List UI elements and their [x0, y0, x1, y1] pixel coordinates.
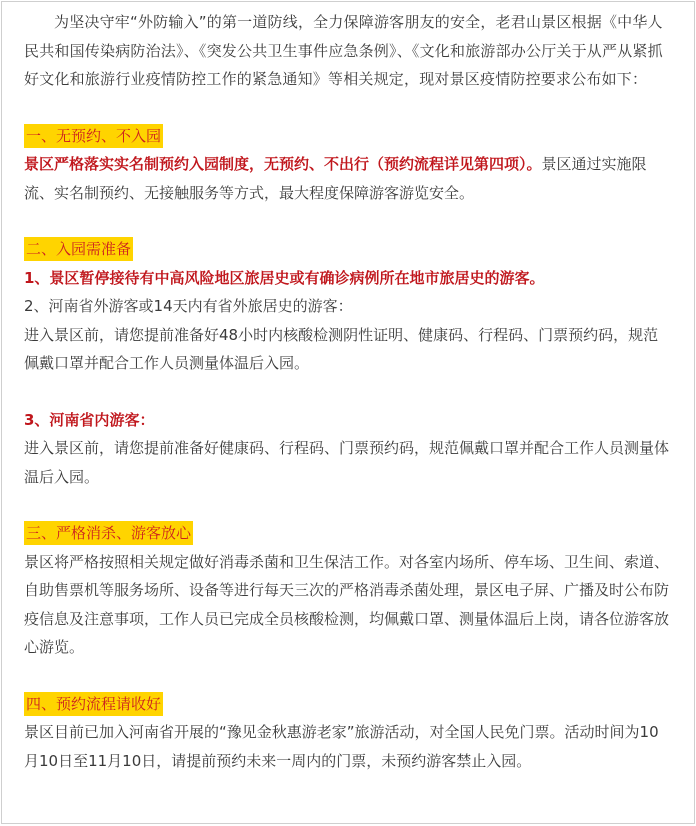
section1-bold-text: 景区严格落实实名制预约入园制度，无预约、不出行（预约流程详见第四项）。 [24, 155, 542, 173]
intro-paragraph: 为坚决守牢“外防输入”的第一道防线，全力保障游客朋友的安全，老君山景区根据《中华人民共和国传染病防治法》、《突发公共卫生事件应急条例》、《文化和旅游部办公厅关于从严从紧抓好文化和旅游行业疫情防控工作的紧急通知》等相关规定，现对景区疫情防控要求公布如下： [24, 13, 663, 88]
section4-text: 景区目前已加入河南省开展的“豫见金秋惠游老家”旅游活动，对全国人民免门票。活动时间为10月10日至11月10日，请提前预约未来一周内的门票，未预约游客禁止入园。 [24, 723, 659, 770]
section1-heading: 一、无预约、不入园 [24, 124, 163, 148]
section2-item2-title: 2、河南省外游客或14天内有省外旅居史的游客： [24, 297, 353, 315]
section2-heading: 二、入园需准备 [24, 237, 133, 261]
section1-paragraph [24, 150, 672, 207]
section4-heading: 四、预约流程请收好 [24, 692, 163, 716]
section1-text: 景区通过实施限流、实名制预约、无接触服务等方式，最大程度保障游客游览安全。 [24, 155, 647, 202]
section2-item3-title: 3、河南省内游客： [24, 410, 155, 429]
section3-text: 景区将严格按照相关规定做好消毒杀菌和卫生保洁工作。对各室内场所、停车场、卫生间、索道、自助售票机等服务场所、设备等进行每天三次的严格消毒杀菌处理，景区电子屏、广播及时公布防疫信息及注意事项，工作人员已完成全员核酸检测，均佩戴口罩、测量体温后上岗，请各位游客放心游览。 [24, 552, 670, 656]
document-frame [1, 1, 695, 824]
article-body [2, 2, 694, 775]
section2-item3-text: 进入景区前，请您提前准备好健康码、行程码、门票预约码，规范佩戴口罩并配合工作人员测量体温后入园。 [24, 439, 670, 486]
section2-heading-line [24, 235, 672, 264]
section2-item2-text: 进入景区前，请您提前准备好48小时内核酸检测阴性证明、健康码、行程码、门票预约码，规范佩戴口罩并配合工作人员测量体温后入园。 [24, 325, 659, 372]
section4-heading-line [24, 690, 672, 719]
section3-heading: 三、严格消杀、游客放心 [24, 521, 193, 545]
section2-item1: 1、景区暂停接待有中高风险地区旅居史或有确诊病例所在地市旅居史的游客。 [24, 268, 545, 287]
section3-heading-line [24, 519, 672, 548]
section1-heading-line [24, 122, 672, 151]
